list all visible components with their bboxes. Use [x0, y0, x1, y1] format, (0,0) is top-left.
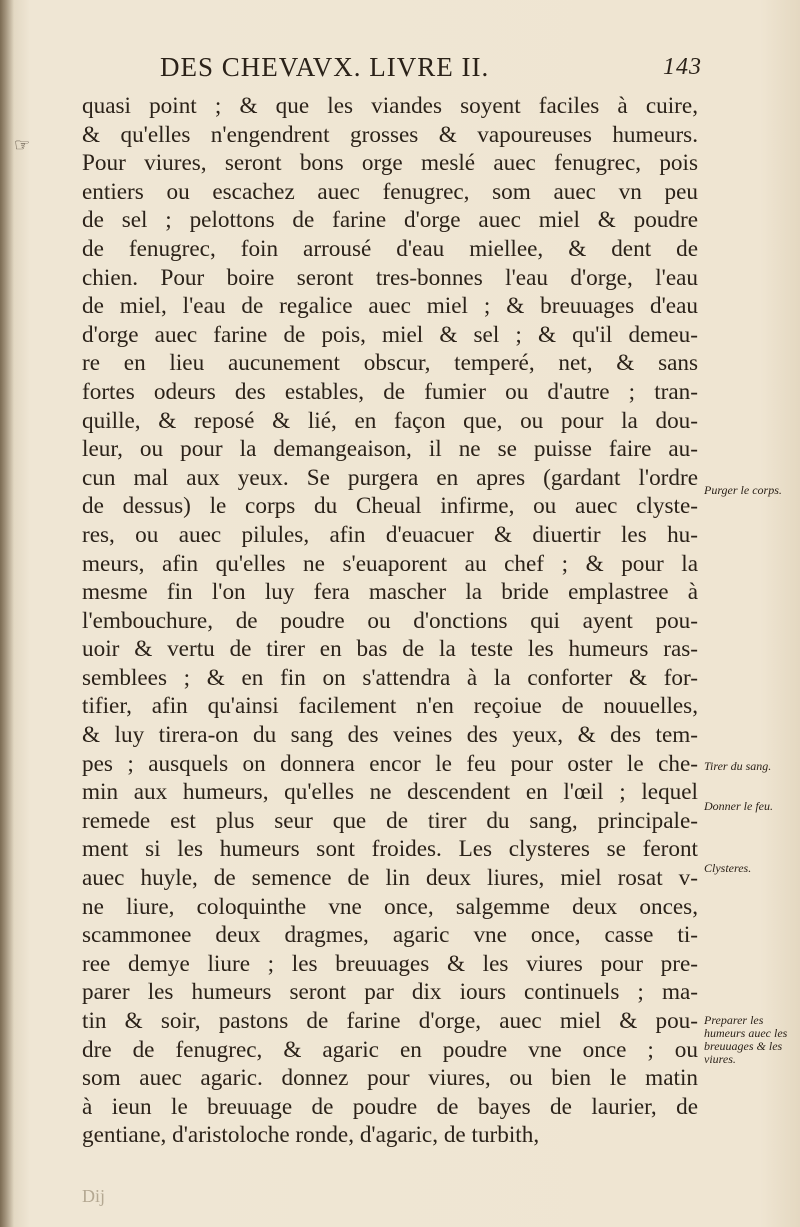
signature-mark: Dij	[82, 1186, 106, 1206]
text-line: gentiane, d'aristoloche ronde, d'agaric, de turbith,	[82, 1122, 540, 1149]
running-title: DES CHEVAVX. LIVRE II.	[160, 52, 490, 82]
text-line: d'orge auec farine de pois, miel & sel ; & qu'il demeu-	[82, 321, 698, 348]
text-line: pes ; ausquels on donnera encor le feu pour oster le che-	[82, 750, 698, 777]
text-line: l'embouchure, de poudre ou d'onctions qui ayent pou-	[82, 607, 698, 634]
text-line: auec huyle, de semence de lin deux liures, miel rosat v-	[82, 865, 698, 892]
gutter-shadow	[0, 0, 14, 1227]
text-line: mesme fin l'on luy fera mascher la bride emplastree à	[82, 579, 698, 606]
text-line: & qu'elles n'engendrent grosses & vapoureuses humeurs.	[82, 121, 698, 148]
text-line: quasi point ; & que les viandes soyent faciles à cuire,	[82, 93, 698, 119]
text-line: de fenugrec, foin arrousé d'eau miellee, & dent de	[82, 235, 698, 262]
text-line: de miel, l'eau de regalice auec miel ; & breuuages d'eau	[82, 293, 698, 320]
text-line: semblees ; & en fin on s'attendra à la conforter & for-	[82, 664, 698, 691]
text-line: res, ou auec pilules, afin d'euacuer & diuertir les hu-	[82, 521, 698, 548]
text-line: quille, & reposé & lié, en façon que, ou pour la dou-	[82, 407, 698, 434]
margin-note-preparer: Preparer les humeurs auec les breuuages & les viures.	[704, 1013, 788, 1066]
page-number: 143	[663, 54, 702, 80]
text-line: cun mal aux yeux. Se purgera en apres (gardant l'ordre	[82, 464, 698, 491]
text-line: chien. Pour boire seront tres-bonnes l'eau d'orge, l'eau	[82, 264, 698, 291]
text-line: entiers ou escachez auec fenugrec, som auec vn peu	[82, 178, 698, 205]
text-line: parer les humeurs seront par dix iours continuels ; ma-	[82, 979, 698, 1006]
text-line: remede est plus seur que de tirer du sang, principale-	[82, 807, 698, 834]
text-line: ree demye liure ; les breuuages & les viures pour pre-	[82, 950, 698, 977]
text-line: de sel ; pelottons de farine d'orge auec miel & poudre	[82, 207, 698, 234]
text-line: leur, ou pour la demangeaison, il ne se puisse faire au-	[82, 436, 698, 463]
running-header	[160, 52, 702, 92]
margin-note-clysteres: Clysteres.	[704, 861, 752, 875]
text-line: som auec agaric. donnez pour viures, ou bien le matin	[82, 1065, 698, 1092]
text-line: dre de fenugrec, & agaric en poudre vne once ; ou	[82, 1036, 698, 1063]
text-line: à ieun le breuuage de poudre de bayes de laurier, de	[82, 1093, 698, 1120]
text-line: min aux humeurs, qu'elles ne descendent en l'œil ; lequel	[82, 779, 698, 806]
text-line: Pour viures, seront bons orge meslé auec fenugrec, pois	[82, 150, 698, 177]
text-line: re en lieu aucunement obscur, temperé, net, & sans	[82, 350, 698, 377]
text-line: uoir & vertu de tirer en bas de la teste les humeurs ras-	[82, 636, 698, 663]
text-line: de dessus) le corps du Cheual infirme, ou auec clyste-	[82, 493, 698, 520]
text-line: tin & soir, pastons de farine d'orge, auec miel & pou-	[82, 1008, 698, 1034]
margin-note-tirer: Tirer du sang.	[704, 759, 772, 773]
main-text-block	[82, 92, 698, 1150]
text-line: & luy tirera-on du sang des veines des yeux, & des tem-	[82, 722, 698, 749]
margin-note-feu: Donner le feu.	[704, 799, 773, 813]
text-line: meurs, afin qu'elles ne s'euaporent au chef ; & pour la	[82, 550, 698, 577]
text-line: ment si les humeurs sont froides. Les clysteres se feront	[82, 836, 698, 863]
text-line: fortes odeurs des estables, de fumier ou d'autre ; tran-	[82, 378, 698, 405]
text-line: scammonee deux dragmes, agaric vne once, casse ti-	[82, 922, 698, 949]
manicule-icon: ☞	[14, 135, 31, 156]
text-line: ne liure, coloquinthe vne once, salgemme deux onces,	[82, 893, 698, 920]
margin-note-purger: Purger le corps.	[704, 483, 782, 497]
text-line: tifier, afin qu'ainsi facilement n'en reçoiue de nouuelles,	[82, 693, 698, 720]
